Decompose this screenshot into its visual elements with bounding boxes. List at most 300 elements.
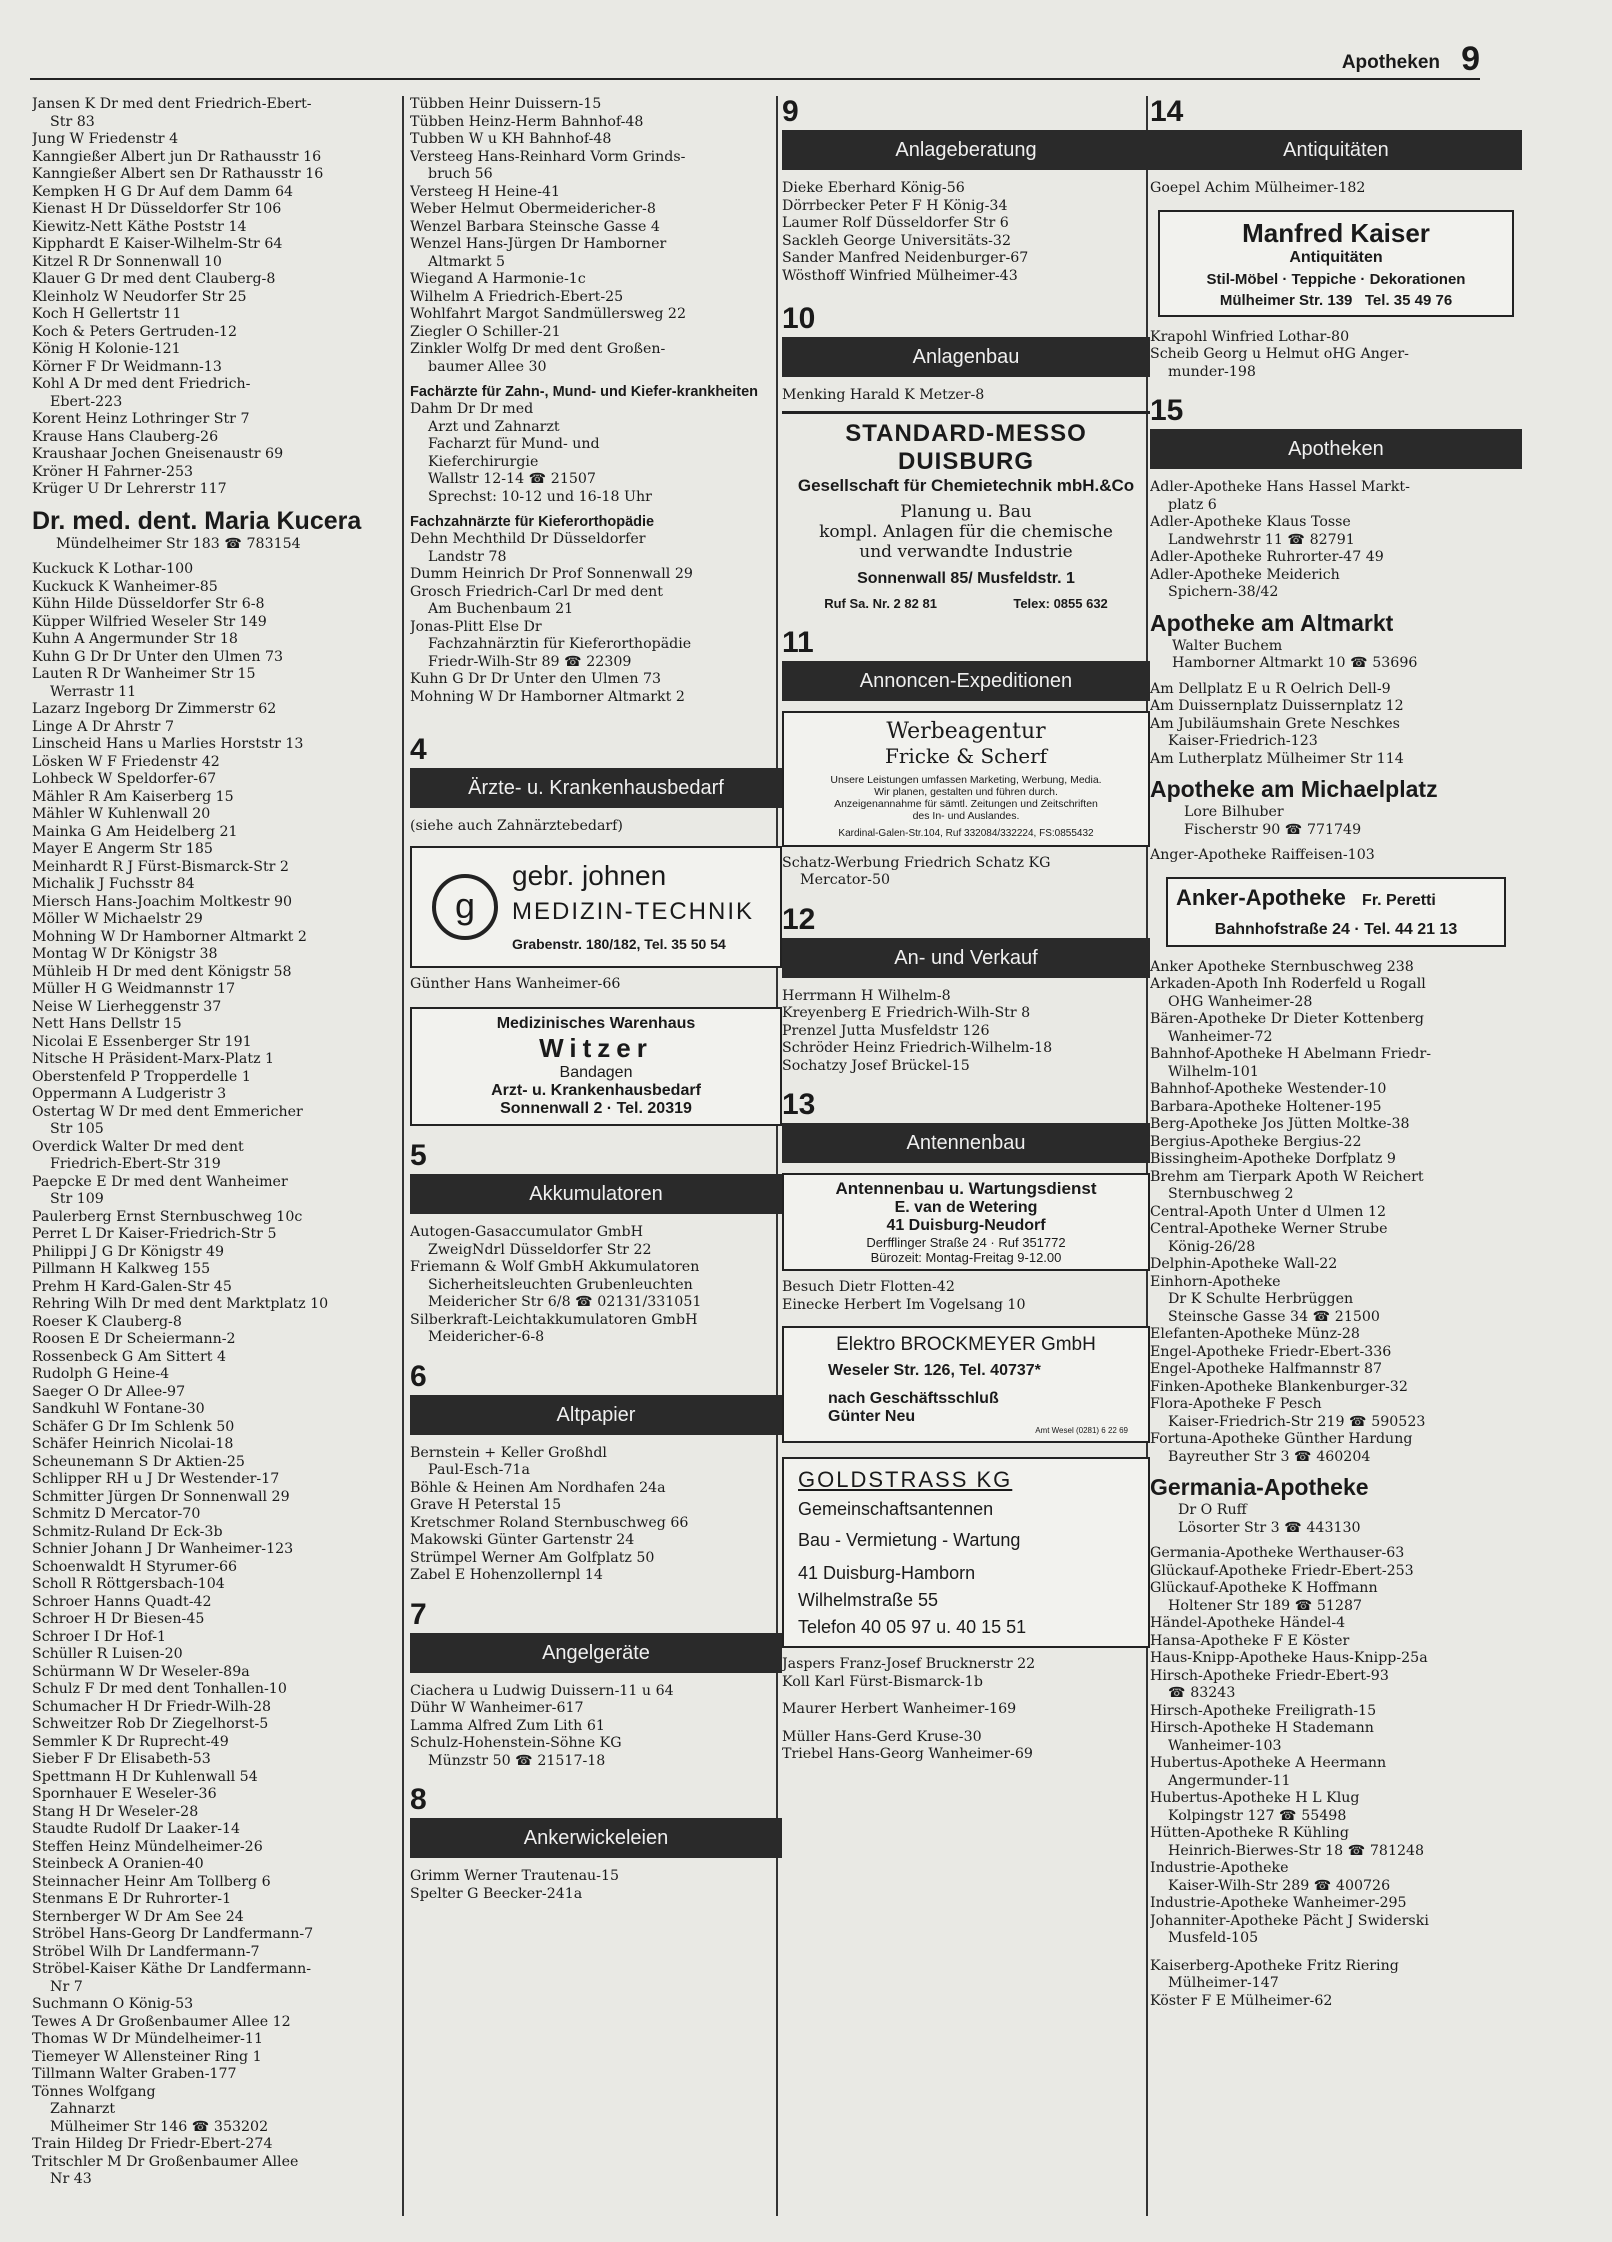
goldstrass-line5: Wilhelmstraße 55	[798, 1590, 939, 1610]
listing-entry: Prenzel Jutta Musfeldstr 126	[782, 1022, 990, 1039]
listing-entry: Meidericher-6-8	[410, 1329, 545, 1345]
listing-entry: Mähler R Am Kaiserberg 15	[32, 788, 234, 805]
listing-entry: Jung W Friedenstr 4	[32, 131, 179, 147]
listing-entry: Lauten R Dr Wanheimer Str 15	[32, 666, 256, 682]
listing-entry: Adler-Apotheke Meiderich	[1150, 566, 1340, 583]
listing-entry: Sicherheitsleuchten Grubenleuchten	[410, 1276, 693, 1293]
listing-entry: Overdick Walter Dr med dent	[32, 1138, 244, 1155]
sec14-list	[1150, 180, 1522, 198]
listing-entry: Sackleh George Universitäts-32	[782, 232, 1011, 249]
listing-entry: Hütten-Apotheke R Kühling	[1150, 1825, 1349, 1841]
goldstrass-logo: GOLDSTRASS KG	[798, 1467, 1013, 1492]
listing-entry: Dühr W Wanheimer-617	[410, 1700, 584, 1716]
listing-entry: Montag W Dr Königstr 38	[32, 946, 218, 962]
section-number: 5	[410, 1139, 427, 1172]
antennen-line5: Bürozeit: Montag-Freitag 9-12.00	[870, 1250, 1062, 1265]
apotheke-michael-name: Apotheke am Michaelplatz	[1150, 776, 1438, 802]
sec11-list	[782, 855, 1150, 890]
listing-entry: Sieber F Dr Elisabeth-53	[32, 1751, 211, 1767]
brockmeyer-line4: Günter Neu	[828, 1408, 916, 1425]
listing-entry: Dieke Eberhard König-56	[782, 180, 965, 196]
listing-entry: Linscheid Hans u Marlies Horststr 13	[32, 736, 304, 752]
section-number: 10	[782, 302, 816, 335]
listing-entry: Rossenbeck G Am Sittert 4	[32, 1348, 226, 1365]
listing-entry: Mülheimer Str 146 ☎ 353202	[32, 2118, 269, 2135]
listing-entry: Sochatzy Josef Brückel-15	[782, 1057, 970, 1074]
listing-entry: Roeser K Clauberg-8	[32, 1313, 182, 1330]
listing-entry: Günther Hans Wanheimer-66	[410, 975, 621, 992]
werbe-line4: Wir planen, gestalten und führen durch.	[874, 785, 1058, 798]
listing-entry: Kolpingstr 127 ☎ 55498	[1150, 1807, 1347, 1824]
listing-entry: Versteeg Hans-Reinhard Vorm Grinds-	[410, 148, 686, 165]
listing-entry: Menking Harald K Metzer-8	[782, 387, 985, 403]
listing-entry: Schäfer Heinrich Nicolai-18	[32, 1436, 234, 1452]
dentist-list-b	[32, 561, 397, 2189]
section-note: (siehe auch Zahnärztebedarf)	[410, 818, 623, 834]
listing-entry: Barbara-Apotheke Holtener-195	[1150, 1098, 1382, 1115]
listing-entry: Neise W Lierheggenstr 37	[32, 998, 222, 1015]
listing-entry: Schroer H Dr Biesen-45	[32, 1611, 205, 1627]
listing-entry: Schulz-Hohenstein-Söhne KG	[410, 1735, 622, 1751]
listing-entry: Hansa-Apotheke F E Köster	[1150, 1632, 1350, 1649]
listing-entry: Dörrbecker Peter F H König-34	[782, 197, 1008, 214]
listing-entry: Zahnarzt	[32, 2101, 116, 2117]
listing-entry: Kitzel R Dr Sonnenwall 10	[32, 253, 222, 270]
sec15-list-b	[1150, 681, 1522, 769]
brockmeyer-ad	[782, 1326, 1150, 1443]
listing-entry: Heinrich-Bierwes-Str 18 ☎ 781248	[1150, 1842, 1425, 1859]
listing-entry	[1150, 1948, 1522, 1958]
werbe-line6: des In- und Auslandes.	[912, 809, 1020, 822]
section-bar: Ärzte- u. Krankenhausbedarf	[410, 768, 782, 808]
listing-entry: Krüger U Dr Lehrerstr 117	[32, 481, 227, 497]
apotheke-germania-owner: Dr O Ruff	[1178, 1502, 1247, 1518]
listing-entry: Dr K Schulte Herbrüggen	[1150, 1291, 1354, 1307]
witzer-line5: Sonnenwall 2 · Tel. 20319	[500, 1100, 692, 1117]
werbe-line1: Werbeagentur	[886, 718, 1046, 744]
listing-entry: Facharzt für Mund- und	[410, 436, 600, 452]
listing-entry: Angermunder-11	[1150, 1772, 1291, 1789]
listing-entry: ZweigNdrl Düsseldorfer Str 22	[410, 1241, 652, 1258]
listing-entry: Kaiser-Wilh-Str 289 ☎ 400726	[1150, 1877, 1391, 1894]
kiefer-list	[410, 401, 782, 506]
listing-entry: Sternberger W Dr Am See 24	[32, 1908, 244, 1925]
listing-entry: Jonas-Plitt Else Dr	[410, 618, 542, 635]
section-bar: Antennenbau	[782, 1123, 1150, 1163]
listing-entry: Kuhn G Dr Dr Unter den Ulmen 73	[410, 671, 662, 687]
antennen-line2: E. van de Wetering	[894, 1199, 1038, 1216]
listing-entry: Koch & Peters Gertruden-12	[32, 323, 238, 340]
listing-entry: Ostertag W Dr med dent Emmericher	[32, 1103, 303, 1120]
listing-entry: Nicolai E Essenberger Str 191	[32, 1033, 252, 1050]
listing-entry: König-26/28	[1150, 1238, 1256, 1255]
listing-entry: Spettmann H Dr Kuhlenwall 54	[32, 1768, 258, 1785]
listing-entry: Koll Karl Fürst-Bismarck-1b	[782, 1673, 983, 1690]
listing-entry: Küpper Wilfried Weseler Str 149	[32, 613, 267, 630]
johnen-name: gebr. johnen	[512, 859, 667, 891]
listing-entry: Paepcke E Dr med dent Wanheimer	[32, 1173, 288, 1190]
listing-entry: Schlipper RH u J Dr Westender-17	[32, 1471, 280, 1487]
listing-entry: Saeger O Dr Allee-97	[32, 1383, 186, 1400]
listing-entry: platz 6	[1150, 496, 1217, 513]
standard-line3: Planung u. Bau	[900, 501, 1032, 522]
listing-entry: Krapohl Winfried Lothar-80	[1150, 328, 1350, 345]
listing-entry: Kaiser-Friedrich-Str 219 ☎ 590523	[1150, 1413, 1426, 1430]
sec7-list	[410, 1683, 782, 1771]
listing-entry: Mohning W Dr Hamborner Altmarkt 2	[410, 688, 685, 705]
apotheke-altmarkt-owner: Walter Buchem	[1172, 637, 1283, 654]
listing-entry: Meinhardt R J Fürst-Bismarck-Str 2	[32, 858, 289, 875]
listing-entry: Kraushaar Jochen Gneisenaustr 69	[32, 446, 284, 462]
listing-entry: Ströbel Hans-Georg Dr Landfermann-7	[32, 1926, 314, 1942]
listing-entry: Schmitter Jürgen Dr Sonnenwall 29	[32, 1488, 290, 1505]
section-bar: Annoncen-Expeditionen	[782, 661, 1150, 701]
listing-entry: Kuhn G Dr Dr Unter den Ulmen 73	[32, 648, 284, 665]
listing-entry: Kuckuck K Lothar-100	[32, 561, 194, 577]
werbe-line2: Fricke & Scherf	[884, 743, 1048, 768]
sec9-list	[782, 180, 1150, 285]
witzer-name: Witzer	[539, 1033, 653, 1063]
listing-entry: Brehm am Tierpark Apoth W Reichert	[1150, 1168, 1424, 1185]
listing-entry: Tubben W u KH Bahnhof-48	[410, 131, 612, 147]
listing-entry: Schnier Johann J Dr Wanheimer-123	[32, 1541, 294, 1557]
listing-entry: Lamma Alfred Zum Lith 61	[410, 1717, 605, 1734]
listing-entry: Versteeg H Heine-41	[410, 183, 561, 200]
listing-entry: Altmarkt 5	[410, 253, 506, 270]
listing-entry: Kempken H G Dr Auf dem Damm 64	[32, 183, 294, 200]
listing-entry: Kretschmer Roland Sternbuschweg 66	[410, 1514, 689, 1531]
listing-entry: Wallstr 12-14 ☎ 21507	[410, 471, 596, 487]
listing-entry: Friedr-Wilh-Str 89 ☎ 22309	[410, 653, 632, 670]
listing-entry: Central-Apotheke Werner Strube	[1150, 1221, 1388, 1237]
listing-entry: Grave H Peterstal 15	[410, 1497, 562, 1513]
brockmeyer-line3: nach Geschäftsschluß	[828, 1390, 999, 1407]
witzer-ad	[410, 1007, 782, 1126]
listing-entry: Wösthoff Winfried Mülheimer-43	[782, 267, 1018, 284]
listing-entry: Schmitz D Mercator-70	[32, 1506, 201, 1522]
section-bar: Akkumulatoren	[410, 1174, 782, 1214]
werbe-line5: Anzeigenannahme für sämtl. Zeitungen und Zeitschriften	[834, 797, 1098, 810]
antennen-line4: Derfflinger Straße 24 · Ruf 351772	[866, 1235, 1066, 1250]
sec15-list-d	[1150, 959, 1522, 1467]
listing-entry: Schulz F Dr med dent Tonhallen-10	[32, 1681, 287, 1697]
listing-entry: Str 105	[32, 1121, 104, 1137]
listing-entry: Tiemeyer W Allensteiner Ring 1	[32, 2048, 262, 2065]
listing-entry: Haus-Knipp-Apotheke Haus-Knipp-25a	[1150, 1650, 1428, 1666]
listing-entry: Körner F Dr Weidmann-13	[32, 358, 222, 375]
listing-entry: Friedrich-Ebert-Str 319	[32, 1156, 221, 1172]
listing-entry: Landstr 78	[410, 548, 507, 565]
section-number: 13	[782, 1088, 816, 1121]
listing-entry: munder-198	[1150, 363, 1256, 380]
listing-entry: Bergius-Apotheke Bergius-22	[1150, 1133, 1362, 1150]
werbeagentur-ad	[782, 711, 1150, 847]
listing-entry: Bären-Apotheke Dr Dieter Kottenberg	[1150, 1011, 1425, 1027]
listing-entry: Kuckuck K Wanheimer-85	[32, 578, 218, 595]
apotheke-altmarkt-name: Apotheke am Altmarkt	[1150, 609, 1394, 636]
section-number: 4	[410, 733, 427, 766]
sec13-list-b	[782, 1656, 1150, 1764]
listing-entry: Maurer Herbert Wanheimer-169	[782, 1701, 1017, 1717]
goldstrass-line4: 41 Duisburg-Hamborn	[798, 1563, 976, 1583]
listing-entry: Nr 7	[32, 1978, 83, 1995]
section-bar: Altpapier	[410, 1395, 782, 1435]
listing-entry: Bissingheim-Apotheke Dorfplatz 9	[1150, 1151, 1396, 1167]
listing-entry: Sandkuhl W Fontane-30	[32, 1401, 205, 1417]
listing-entry: Steinbeck A Oranien-40	[32, 1856, 204, 1872]
brockmeyer-line5: Amt Wesel (0281) 6 22 69	[1035, 1426, 1128, 1435]
listing-entry: Schumacher H Dr Friedr-Wilh-28	[32, 1698, 272, 1715]
listing-entry: Delphin-Apotheke Wall-22	[1150, 1256, 1338, 1272]
column-4	[1150, 96, 1522, 2010]
standard-telex: Telex: 0855 632	[1013, 595, 1108, 611]
listing-entry: Mayer E Angerm Str 185	[32, 841, 213, 857]
listing-entry: Einhorn-Apotheke	[1150, 1273, 1281, 1290]
listing-entry: Am Buchenbaum 21	[410, 601, 574, 617]
listing-entry: Tewes A Dr Großenbaumer Allee 12	[32, 2013, 291, 2030]
listing-entry: Makowski Günter Gartenstr 24	[410, 1532, 635, 1548]
johnen-sub: MEDIZIN-TECHNIK	[512, 897, 754, 925]
listing-entry: Arzt und Zahnarzt	[410, 418, 560, 435]
witzer-line1: Medizinisches Warenhaus	[496, 1015, 696, 1032]
antennen-line3: 41 Duisburg-Neudorf	[886, 1217, 1046, 1234]
listing-entry: Miersch Hans-Joachim Moltkestr 90	[32, 893, 293, 910]
section-number: 7	[410, 1597, 427, 1631]
listing-entry: Lohbeck W Speldorfer-67	[32, 771, 217, 787]
section-bar: An- und Verkauf	[782, 938, 1150, 978]
ortho-list	[410, 531, 782, 706]
listing-entry: Adler-Apotheke Hans Hassel Markt-	[1150, 479, 1410, 495]
column-divider	[402, 96, 404, 2216]
listing-entry: Fachzahnärztin für Kieferorthopädie	[410, 636, 692, 652]
section-bar: Ankerwickeleien	[410, 1818, 782, 1858]
listing-entry: Ebert-223	[32, 393, 123, 410]
listing-entry: Bayreuther Str 3 ☎ 460204	[1150, 1448, 1371, 1465]
listing-entry: Prehm H Kard-Galen-Str 45	[32, 1278, 232, 1295]
brockmeyer-line2: Weseler Str. 126, Tel. 40737*	[828, 1362, 1041, 1379]
section-number: 6	[410, 1359, 427, 1393]
standard-messo-ad	[782, 411, 1150, 617]
listing-entry: Holtener Str 189 ☎ 51287	[1150, 1597, 1363, 1614]
listing-entry: Müller Hans-Gerd Kruse-30	[782, 1728, 982, 1745]
listing-entry: Glückauf-Apotheke K Hoffmann	[1150, 1580, 1378, 1596]
section-bar: Anlageberatung	[782, 130, 1150, 170]
listing-entry: Wohlfahrt Margot Sandmüllersweg 22	[410, 306, 686, 322]
goldstrass-line3: Bau - Vermietung - Wartung	[798, 1530, 1021, 1550]
listing-entry: Böhle & Heinen Am Nordhafen 24a	[410, 1479, 666, 1496]
kiefer-heading: Fachärzte für Zahn-, Mund- und Kiefer-krankheiten	[410, 384, 759, 400]
listing-entry: Musfeld-105	[1150, 1930, 1259, 1946]
listing-entry: Tübben Heinr Duissern-15	[410, 96, 602, 112]
listing-entry: Ströbel Wilh Dr Landfermann-7	[32, 1943, 260, 1960]
listing-entry: Elefanten-Apotheke Münz-28	[1150, 1326, 1360, 1342]
section-number: 14	[1150, 95, 1184, 128]
listing-entry: Wilhelm A Friedrich-Ebert-25	[410, 288, 624, 305]
listing-entry: Sternbuschweg 2	[1150, 1186, 1294, 1202]
dentist-list-c	[410, 96, 782, 376]
listing-entry: Kreyenberg E Friedrich-Wilh-Str 8	[782, 1005, 1031, 1021]
kaiser-line2: Antiquitäten	[1289, 248, 1383, 266]
anker-title-row	[1176, 885, 1496, 911]
listing-entry: Adler-Apotheke Klaus Tosse	[1150, 514, 1351, 530]
listing-entry: Mülheimer-147	[1150, 1975, 1279, 1991]
listing-entry: Klauer G Dr med dent Clauberg-8	[32, 271, 276, 287]
brockmeyer-line1: Elektro BROCKMEYER GmbH	[836, 1334, 1096, 1355]
listing-entry: Sprechst: 10-12 und 16-18 Uhr	[410, 488, 652, 505]
listing-entry: Roosen E Dr Scheiermann-2	[32, 1331, 236, 1347]
listing-entry: Mühleib H Dr med dent Königstr 58	[32, 963, 292, 980]
page-number: 9	[1461, 40, 1480, 78]
sec5-list	[410, 1224, 782, 1347]
column-3	[782, 96, 1150, 1764]
listing-entry: Schäfer G Dr Im Schlenk 50	[32, 1418, 235, 1435]
kaiser-line4: Mülheimer Str. 139 Tel. 35 49 76	[1219, 291, 1453, 309]
listing-entry: Grosch Friedrich-Carl Dr med dent	[410, 583, 663, 600]
sec15-list-a	[1150, 479, 1522, 602]
listing-entry: ☎ 83243	[1150, 1685, 1236, 1701]
listing-entry: Mähler W Kuhlenwall 20	[32, 806, 211, 822]
listing-entry: Zabel E Hohenzollernpl 14	[410, 1567, 603, 1583]
listing-entry: Spornhauer E Weseler-36	[32, 1786, 217, 1802]
listing-entry: Johanniter-Apotheke Pächt J Swiderski	[1150, 1912, 1429, 1929]
listing-entry: Hubertus-Apotheke H L Klug	[1150, 1790, 1360, 1806]
listing-entry: Dahm Dr Dr med	[410, 401, 534, 417]
standard-line4: kompl. Anlagen für die chemische	[819, 521, 1113, 542]
listing-entry: Strümpel Werner Am Golfplatz 50	[410, 1549, 655, 1566]
ortho-heading: Fachzahnärzte für Kieferorthopädie	[410, 514, 655, 530]
listing-entry: König H Kolonie-121	[32, 341, 181, 357]
listing-entry: Müller H G Weidmannstr 17	[32, 981, 236, 997]
kaiser-antiques-ad	[1158, 210, 1514, 317]
listing-entry: Jansen K Dr med dent Friedrich-Ebert-	[32, 96, 312, 112]
listing-entry: Kleinholz W Neudorfer Str 25	[32, 288, 247, 305]
listing-entry: Köster F E Mülheimer-62	[1150, 1992, 1333, 2009]
listing-entry: Kaiserberg-Apotheke Fritz Riering	[1150, 1957, 1399, 1974]
werbe-line7: Kardinal-Galen-Str.104, Ruf 332084/332224, FS:0855432	[838, 827, 1094, 839]
listing-entry: Nett Hans Dellstr 15	[32, 1016, 182, 1032]
listing-entry: Landwehrstr 11 ☎ 82791	[1150, 531, 1355, 548]
listing-entry: Korent Heinz Lothringer Str 7	[32, 411, 250, 427]
listing-entry: Besuch Dietr Flotten-42	[782, 1279, 955, 1295]
section-number: 15	[1150, 394, 1184, 427]
listing-entry: Herrmann H Wilhelm-8	[782, 987, 951, 1004]
listing-entry: Tübben Heinz-Herm Bahnhof-48	[410, 113, 644, 130]
listing-entry: Weber Helmut Obermeidericher-8	[410, 201, 656, 217]
johnen-ad	[410, 846, 782, 968]
listing-entry: Scheunemann S Dr Aktien-25	[32, 1453, 245, 1470]
page-header	[30, 40, 1480, 80]
listing-entry: Silberkraft-Leichtakkumulatoren GmbH	[410, 1311, 698, 1328]
listing-entry: OHG Wanheimer-28	[1150, 993, 1313, 1010]
section-bar: Angelgeräte	[410, 1633, 782, 1673]
listing-entry: Industrie-Apotheke	[1150, 1860, 1289, 1876]
section-number: 12	[782, 902, 816, 936]
section-bar: Apotheken	[1150, 429, 1522, 469]
listing-entry: Str 83	[32, 113, 95, 130]
listing-entry: Michalik J Fuchsstr 84	[32, 876, 195, 892]
goldstrass-line6: Telefon 40 05 97 u. 40 15 51	[798, 1617, 1027, 1637]
listing-entry: Wilhelm-101	[1150, 1063, 1259, 1080]
listing-entry: Sander Manfred Neidenburger-67	[782, 250, 1029, 266]
listing-entry: Bernstein + Keller Großhdl	[410, 1444, 607, 1461]
listing-entry: Kiewitz-Nett Käthe Poststr 14	[32, 218, 247, 235]
apotheke-michael-owner: Lore Bilhuber	[1184, 804, 1284, 820]
standard-line6: Sonnenwall 85/ Musfeldstr. 1	[857, 569, 1075, 587]
listing-entry: Kaiser-Friedrich-123	[1150, 733, 1318, 749]
column-1	[32, 96, 397, 2189]
listing-entry: Krause Hans Clauberg-26	[32, 428, 219, 445]
sec15-list-e	[1150, 1545, 1522, 2010]
listing-entry: Am Dellplatz E u R Oelrich Dell-9	[1150, 680, 1391, 697]
listing-entry: Str 109	[32, 1191, 104, 1207]
listing-entry: Schweitzer Rob Dr Ziegelhorst-5	[32, 1716, 269, 1732]
listing-entry: Am Lutherplatz Mülheimer Str 114	[1150, 750, 1404, 767]
listing-entry: Wiegand A Harmonie-1c	[410, 271, 586, 287]
listing-entry: Bahnhof-Apotheke Westender-10	[1150, 1081, 1387, 1097]
standard-line2: Gesellschaft für Chemietechnik mbH.&Co	[797, 475, 1135, 495]
listing-entry: Paulerberg Ernst Sternbuschweg 10c	[32, 1208, 303, 1225]
listing-entry: Dehn Mechthild Dr Düsseldorfer	[410, 531, 646, 547]
sec13-list	[782, 1279, 1150, 1314]
listing-entry: Schürmann W Dr Weseler-89a	[32, 1663, 250, 1680]
listing-entry: Spichern-38/42	[1150, 584, 1279, 600]
listing-entry: Koch H Gellertstr 11	[32, 306, 182, 322]
listing-entry: Wenzel Barbara Steinsche Gasse 4	[410, 218, 660, 235]
listing-entry: Oberstenfeld P Tropperdelle 1	[32, 1068, 251, 1085]
apotheke-germania-address: Lösorter Str 3 ☎ 443130	[1178, 1519, 1361, 1536]
listing-entry	[782, 1719, 1150, 1729]
listing-entry: Kohl A Dr med dent Friedrich-	[32, 376, 251, 392]
listing-entry: Mainka G Am Heidelberg 21	[32, 823, 238, 840]
kaiser-line3: Stil-Möbel · Teppiche · Dekorationen	[1206, 270, 1466, 288]
johnen-logo-icon: g	[432, 874, 498, 940]
listing-entry: Fortuna-Apotheke Günther Hardung	[1150, 1431, 1413, 1447]
sec8-list	[410, 1868, 782, 1903]
witzer-line3: Bandagen	[559, 1064, 633, 1081]
listing-entry: Hirsch-Apotheke Freiligrath-15	[1150, 1702, 1377, 1719]
listing-entry: Nitsche H Präsident-Marx-Platz 1	[32, 1051, 275, 1067]
listing-entry: Industrie-Apotheke Wanheimer-295	[1150, 1895, 1407, 1911]
sec14-list-b	[1150, 329, 1522, 382]
sec15-list-c	[1150, 847, 1522, 865]
listing-entry: Mercator-50	[782, 872, 891, 888]
listing-entry: Triebel Hans-Georg Wanheimer-69	[782, 1746, 1033, 1762]
listing-entry: Autogen-Gasaccumulator GmbH	[410, 1224, 643, 1240]
listing-entry: Ziegler O Schiller-21	[410, 323, 561, 340]
listing-entry: Kienast H Dr Düsseldorfer Str 106	[32, 201, 282, 217]
listing-entry: Finken-Apotheke Blankenburger-32	[1150, 1378, 1408, 1395]
kaiser-name: Manfred Kaiser	[1242, 217, 1430, 248]
antennen-line1: Antennenbau u. Wartungsdienst	[835, 1179, 1097, 1198]
listing-entry: Stang H Dr Weseler-28	[32, 1803, 199, 1820]
listing-entry: Wanheimer-72	[1150, 1028, 1273, 1045]
listing-entry: Am Jubiläumshain Grete Neschkes	[1150, 715, 1400, 732]
goldstrass-ad	[782, 1457, 1150, 1648]
listing-entry: Steinsche Gasse 34 ☎ 21500	[1150, 1308, 1380, 1325]
listing-entry: Lösken W F Friedenstr 42	[32, 753, 220, 770]
section-bar: Antiquitäten	[1150, 130, 1522, 170]
standard-phone: Ruf Sa. Nr. 2 82 81	[824, 595, 937, 611]
listing-entry: baumer Allee 30	[410, 358, 547, 375]
listing-entry: Friemann & Wolf GmbH Akkumulatoren	[410, 1259, 700, 1275]
listing-entry: Hirsch-Apotheke Friedr-Ebert-93	[1150, 1667, 1389, 1684]
column-2	[410, 96, 782, 1903]
listing-entry: Bahnhof-Apotheke H Abelmann Friedr-	[1150, 1046, 1432, 1062]
sec4-list	[410, 976, 782, 994]
listing-entry: Germania-Apotheke Werthauser-63	[1150, 1545, 1405, 1561]
listing-entry: Kuhn A Angermunder Str 18	[32, 631, 238, 647]
section-number: 8	[410, 1783, 427, 1816]
